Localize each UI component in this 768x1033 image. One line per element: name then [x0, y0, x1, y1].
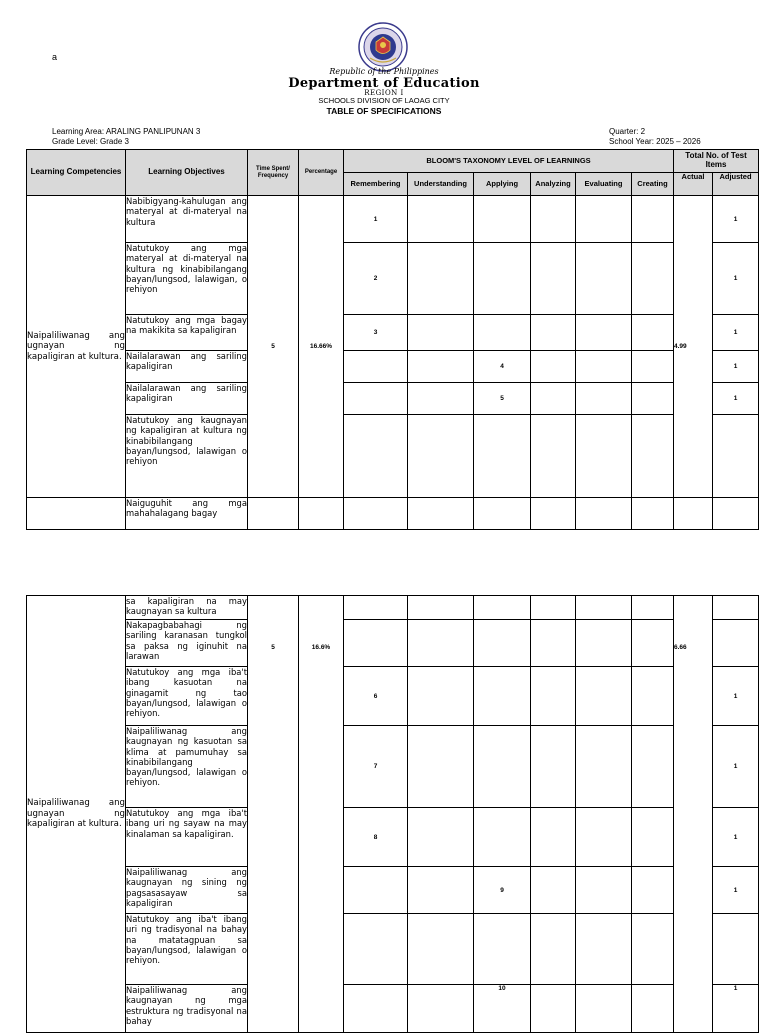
applying-cell — [474, 726, 531, 808]
adjusted-cell: 1 — [713, 667, 759, 726]
header-actual: Actual — [674, 173, 713, 196]
division-text: SCHOOLS DIVISION OF LAOAG CITY — [318, 96, 450, 105]
objective-cell: Nakapagbabahagi ng sariling karanasan tungkol sa paksa ng iginuhit na larawan — [126, 620, 248, 667]
table-row — [27, 808, 759, 867]
header-percentage: Percentage — [299, 150, 344, 196]
applying-cell — [474, 498, 531, 530]
quarter: Quarter: 2 — [609, 127, 646, 136]
header-blooms: BLOOM'S TAXONOMY LEVEL OF LEARNINGS — [344, 150, 674, 173]
adjusted-cell: 1 — [713, 808, 759, 867]
remembering-cell — [344, 498, 408, 530]
table-row — [27, 726, 759, 808]
applying-cell — [474, 620, 531, 667]
department-title: Department of Education — [288, 76, 480, 91]
actual-cell: 4.99 — [674, 196, 713, 498]
adjusted-cell: 1 — [713, 243, 759, 315]
table-row — [27, 914, 759, 985]
remembering-cell: 7 — [344, 726, 408, 808]
time-cell: 5 — [248, 196, 299, 498]
header-remembering: Remembering — [344, 173, 408, 196]
applying-cell — [474, 415, 531, 498]
header-time: Time Spent/ Frequency — [248, 150, 299, 196]
remembering-cell — [344, 351, 408, 383]
table-row — [27, 243, 759, 315]
learning-area: Learning Area: ARALING PANLIPUNAN 3 — [52, 127, 201, 136]
remembering-cell: 2 — [344, 243, 408, 315]
applying-cell: 5 — [474, 383, 531, 415]
republic-text: Republic of the Philippines — [329, 67, 439, 76]
objective-cell: Nabibigyang-kahulugan ang materyal at di-materyal na kultura — [126, 196, 248, 243]
applying-cell — [474, 808, 531, 867]
document-title: TABLE OF SPECIFICATIONS — [326, 106, 442, 116]
table-row — [27, 383, 759, 415]
applying-cell: 10 — [474, 985, 531, 1033]
adjusted-cell: 1 — [713, 383, 759, 415]
remembering-cell — [344, 415, 408, 498]
applying-cell — [474, 196, 531, 243]
table-row — [27, 596, 759, 620]
applying-cell — [474, 315, 531, 351]
header-competencies: Learning Competencies — [27, 150, 126, 196]
remembering-cell — [344, 596, 408, 620]
header-objectives: Learning Objectives — [126, 150, 248, 196]
applying-cell — [474, 914, 531, 985]
applying-cell: 4 — [474, 351, 531, 383]
deped-seal-icon — [358, 22, 408, 72]
header-total: Total No. of Test Items — [674, 150, 759, 173]
objective-cell: Natutukoy ang kaugnayan ng kapaligiran at kultura ng kinabibilangang bayan/lungsod, lalawigan o rehiyon — [126, 415, 248, 498]
objective-cell: Natutukoy ang mga materyal at di-materyal na kultura ng kinabibilangang bayan/lungsod, lalawigan, o rehiyon — [126, 243, 248, 315]
time-cell: 5 — [248, 596, 299, 1033]
remembering-cell — [344, 620, 408, 667]
remembering-cell — [344, 914, 408, 985]
objective-cell: Naiguguhit ang mga mahahalagang bagay — [126, 498, 248, 530]
adjusted-cell — [713, 914, 759, 985]
adjusted-cell: 1 — [713, 726, 759, 808]
objective-cell: Nailalarawan ang sariling kapaligiran — [126, 383, 248, 415]
stray-mark: a — [52, 52, 58, 62]
header-creating: Creating — [632, 173, 674, 196]
specifications-table-page-1 — [26, 149, 759, 530]
objective-cell: Natutukoy ang iba't ibang uri ng tradisyonal na bahay na matatagpuan sa bayan/lungsod, lalawigan o rehiyon. — [126, 914, 248, 985]
adjusted-cell — [713, 498, 759, 530]
adjusted-cell: 1 — [713, 196, 759, 243]
adjusted-cell: 1 — [713, 985, 759, 1033]
table-row — [27, 351, 759, 383]
school-year: School Year: 2025 – 2026 — [609, 137, 701, 146]
table-row — [27, 620, 759, 667]
table-row — [27, 315, 759, 351]
applying-cell: 9 — [474, 867, 531, 914]
remembering-cell: 1 — [344, 196, 408, 243]
objective-cell: Nailalarawan ang sariling kapaligiran — [126, 351, 248, 383]
adjusted-cell — [713, 596, 759, 620]
objective-cell: Natutukoy ang mga iba't ibang kasuotan na ginagamit ng tao bayan/lungsod, lalawigan o rehiyon. — [126, 667, 248, 726]
table-row — [27, 415, 759, 498]
header-evaluating: Evaluating — [576, 173, 632, 196]
remembering-cell — [344, 985, 408, 1033]
applying-cell — [474, 243, 531, 315]
adjusted-cell: 1 — [713, 867, 759, 914]
objective-cell: Natutukoy ang mga bagay na makikita sa kapaligiran — [126, 315, 248, 351]
table-row — [27, 196, 759, 243]
remembering-cell: 3 — [344, 315, 408, 351]
competency-cell: Naipaliliwanag ang ugnayan ng kapaligiran at kultura. — [27, 196, 126, 498]
adjusted-cell: 1 — [713, 315, 759, 351]
remembering-cell: 6 — [344, 667, 408, 726]
specifications-table-page-2 — [26, 595, 759, 1033]
objective-cell: Naipaliliwanag ang kaugnayan ng kasuotan sa klima at pamumuhay sa kinabibilangang bayan/lungsod, lalawigan o rehiyon. — [126, 726, 248, 808]
remembering-cell: 8 — [344, 808, 408, 867]
adjusted-cell — [713, 415, 759, 498]
percentage-cell: 16.66% — [299, 196, 344, 498]
table-row — [27, 867, 759, 914]
objective-cell: Naipaliliwanag ang kaugnayan ng mga estruktura ng tradisyonal na bahay — [126, 985, 248, 1033]
adjusted-cell: 1 — [713, 351, 759, 383]
table-row — [27, 498, 759, 530]
objective-cell: sa kapaligiran na may kaugnayan sa kultura — [126, 596, 248, 620]
actual-cell: 6.66 — [674, 596, 713, 1033]
objective-cell: Natutukoy ang mga iba't ibang uri ng sayaw na may kinalaman sa kapaligiran. — [126, 808, 248, 867]
region-text: REGION I — [364, 89, 404, 97]
grade-level: Grade Level: Grade 3 — [52, 137, 129, 146]
percentage-cell: 16.6% — [299, 596, 344, 1033]
header-analyzing: Analyzing — [531, 173, 576, 196]
header-adjusted: Adjusted — [713, 173, 759, 196]
remembering-cell — [344, 383, 408, 415]
adjusted-cell — [713, 620, 759, 667]
applying-cell — [474, 667, 531, 726]
table-row — [27, 985, 759, 1033]
header-understanding: Understanding — [408, 173, 474, 196]
header-applying: Applying — [474, 173, 531, 196]
remembering-cell — [344, 867, 408, 914]
applying-cell — [474, 596, 531, 620]
objective-cell: Naipaliliwanag ang kaugnayan ng sining ng pagsasasayaw sa kapaligiran — [126, 867, 248, 914]
competency-cell: Naipaliliwanag ang ugnayan ng kapaligiran at kultura. — [27, 596, 126, 1033]
table-row — [27, 667, 759, 726]
